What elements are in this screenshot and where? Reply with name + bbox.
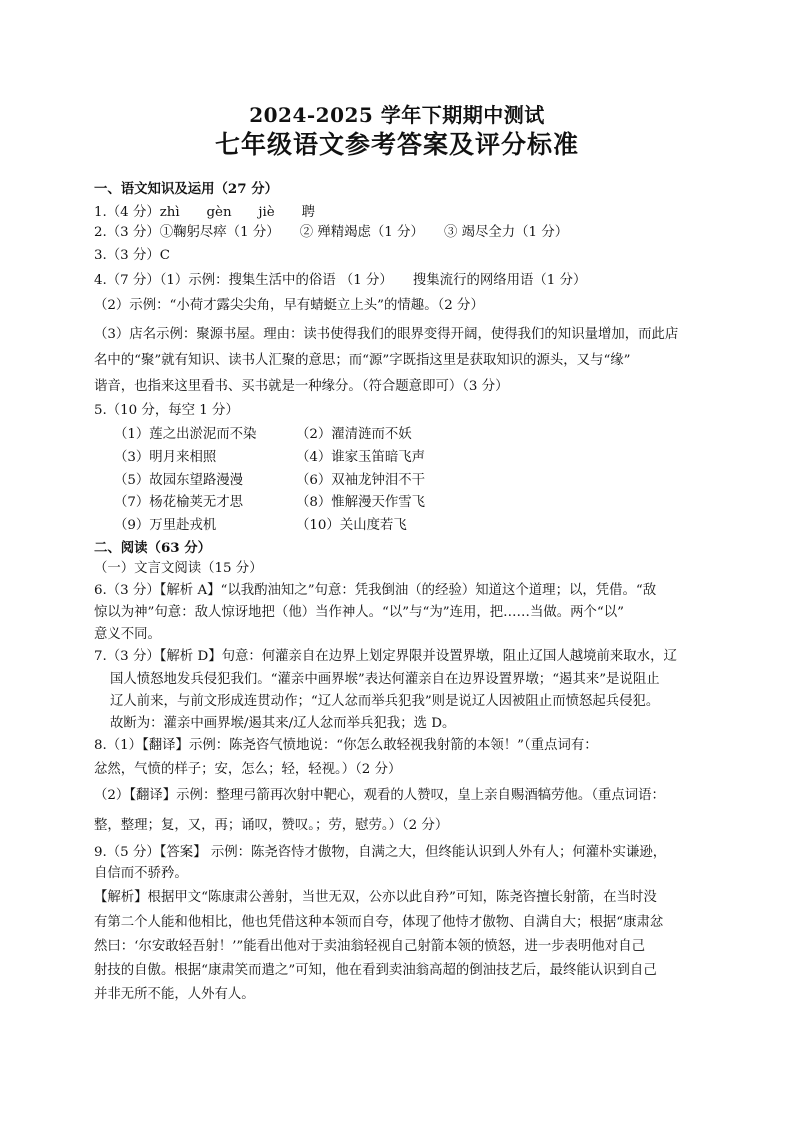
answer-line: 7.（3 分）【解析 D】句意：何灌亲自在边界上划定界限并设置界墩，阻止辽国人越境前来取水，辽 [94,649,677,664]
answer-line: （一）文言文阅读（15 分） [94,561,263,576]
answer-line: 5.（10 分，每空 1 分） [94,403,239,418]
answer-line: 名中的“聚”就有知识、读书人汇聚的意思；而“源”字既指这里是获取知识的源头，又与“缘” [94,353,631,368]
section-heading: 二、阅读（63 分） [94,540,212,556]
answer-line: 3.（3 分）C [94,248,170,263]
fill-answer: （2）濯清涟而不妖 [296,427,412,442]
answer-line: （2）【翻译】示例：整理弓箭再次射中靶心，观看的人赞叹，皇上亲自赐酒犒劳他。（重点词语： [94,788,665,803]
page-subtitle: 七年级语文参考答案及评分标准 [214,130,579,159]
fill-answer: （1）莲之出淤泥而不染 [114,427,257,442]
section-heading: 一、语文知识及运用（27 分） [94,181,278,197]
fill-answer: （3）明月来相照 [114,450,217,465]
answer-line: 整，整理；复，又，再；诵叹，赞叹。；劳，慰劳。）（2 分） [94,818,449,833]
fill-answer: （8）惟解漫天作雪飞 [296,495,426,510]
fill-answer: （10）关山度若飞 [296,518,407,533]
fill-answer: （9）万里赴戎机 [114,518,217,533]
answer-line: 自信而不骄矜。 [94,866,188,881]
answer-line: 1.（4 分）zhì gèn jiè 聘 [94,205,315,220]
answer-line: 辽人前来，与前文形成连贯动作；“辽人忿而举兵犯我”则是说辽人因被阻止而愤怒起兵侵犯。 [110,694,660,709]
answer-line: 惊以为神”句意：敌人惊讶地把（他）当作神人。“以”与“为”连用，把……当做。两个“以” [94,605,624,620]
answer-line: 2.（3 分）①鞠躬尽瘁（1 分） ② 殚精竭虑（1 分） ③ 竭尽全力（1 分） [94,225,569,240]
answer-line: 8.（1）【翻译】示例：陈尧咨气愤地说：“你怎么敢轻视我射箭的本领！”（重点词有： [94,738,598,753]
answer-line: 谐音，也指来这里看书、买书就是一种缘分。（符合题意即可）（3 分） [94,379,509,394]
page-title: 2024-2025 学年下期期中测试 [249,103,545,127]
fill-answer: （4）谁家玉笛暗飞声 [296,450,426,465]
answer-line: 然曰：‘尔安敢轻吾射！’”能看出他对于卖油翁轻视自己射箭本领的愤怒，进一步表明他对自己 [94,939,645,954]
answer-line: 意义不同。 [94,627,161,642]
answer-line: 国人愤怒地发兵侵犯我们。“灌亲中画界堠”表达何灌亲自在边界设置界墩；“遏其来”是说阻止 [110,672,660,687]
answer-line: 故断为：灌亲中画界堠/遏其来/辽人忿而举兵犯我；选 D。 [110,716,456,731]
answer-line: 射技的自傲。根据“康肃笑而遣之”可知，他在看到卖油翁高超的倒油技艺后，最终能认识到自己 [94,963,657,978]
answer-line: 有第二个人能和他相比，他也凭借这种本领而自夸，体现了他恃才傲物、自满自大；根据“康肃忿 [94,915,664,930]
answer-line: 6.（3 分）【解析 A】“以我酌油知之”句意：凭我倒油（的经验）知道这个道理；以，凭借。“敌 [94,583,657,598]
fill-answer: （5）故园东望路漫漫 [114,473,244,488]
fill-answer: （6）双袖龙钟泪不干 [296,473,426,488]
answer-line: 9.（5 分）【答案】 示例：陈尧咨恃才傲物，自满之大，但终能认识到人外有人；何灌朴实谦逊， [94,845,667,860]
answer-line: 忿然，气愤的样子；安，怎么；轻，轻视。）（2 分） [94,762,402,777]
fill-answer: （7）杨花榆荚无才思 [114,495,244,510]
answer-line: （3）店名示例：聚源书屋。理由：读书使得我们的眼界变得开阔，使得我们的知识量增加，而此店 [94,327,679,342]
answer-line: 并非无所不能，人外有人。 [94,987,255,1002]
answer-line: 4.（7 分）（1）示例：搜集生活中的俗语 （1 分） 搜集流行的网络用语（1 分） [94,273,587,288]
answer-line: 【解析】根据甲文“陈康肃公善射，当世无双，公亦以此自矜”可知，陈尧咨擅长射箭，在当时没 [94,890,657,905]
answer-line: （2）示例：“小荷才露尖尖角，早有蜻蜓立上头”的情趣。（2 分） [94,298,484,313]
